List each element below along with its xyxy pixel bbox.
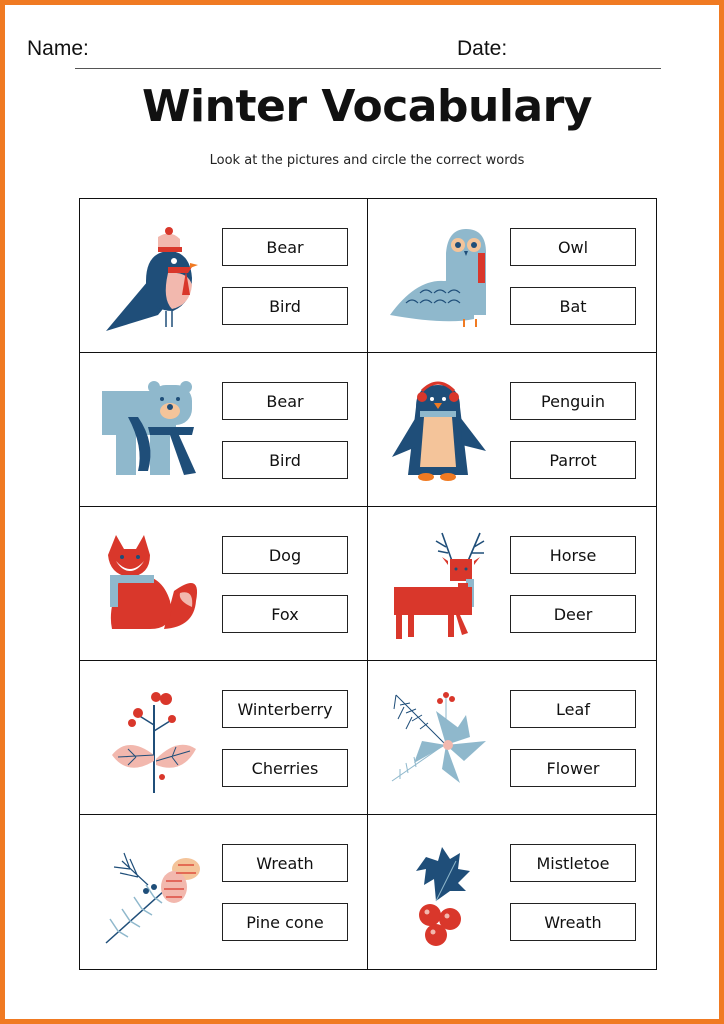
vocab-cell-flower <box>368 661 656 815</box>
date-label: Date: <box>457 37 508 60</box>
deer-picture <box>386 531 496 641</box>
option-fox-button[interactable]: Fox <box>222 595 348 633</box>
option-wreath-button[interactable]: Wreath <box>510 903 636 941</box>
vocab-cell-penguin <box>368 353 656 507</box>
winterberry-picture <box>98 685 208 795</box>
option-wreath-button[interactable]: Wreath <box>222 844 348 882</box>
option-bat-button[interactable]: Bat <box>510 287 636 325</box>
pine-cone-picture <box>98 839 208 949</box>
vocab-cell-fox <box>80 507 368 661</box>
page-title: Winter Vocabulary <box>142 81 592 132</box>
vocab-cell-winterberry <box>80 661 368 815</box>
option-parrot-button[interactable]: Parrot <box>510 441 636 479</box>
option-owl-button[interactable]: Owl <box>510 228 636 266</box>
mistletoe-picture <box>386 839 496 949</box>
fox-picture <box>98 531 208 641</box>
option-mistletoe-button[interactable]: Mistletoe <box>510 844 636 882</box>
option-cherries-button[interactable]: Cherries <box>222 749 348 787</box>
owl-picture <box>386 223 496 333</box>
option-pine-cone-button[interactable]: Pine cone <box>222 903 348 941</box>
bear-picture <box>98 377 208 487</box>
vocab-cell-bear <box>80 353 368 507</box>
vocabulary-grid <box>79 198 657 970</box>
option-dog-button[interactable]: Dog <box>222 536 348 574</box>
name-date-line <box>75 68 661 69</box>
option-bird-button[interactable]: Bird <box>222 287 348 325</box>
vocab-cell-deer <box>368 507 656 661</box>
bird-picture <box>98 223 208 333</box>
option-horse-button[interactable]: Horse <box>510 536 636 574</box>
option-penguin-button[interactable]: Penguin <box>510 382 636 420</box>
option-bear-button[interactable]: Bear <box>222 228 348 266</box>
option-bird-button[interactable]: Bird <box>222 441 348 479</box>
option-leaf-button[interactable]: Leaf <box>510 690 636 728</box>
vocab-cell-owl <box>368 199 656 353</box>
vocab-cell-bird <box>80 199 368 353</box>
option-flower-button[interactable]: Flower <box>510 749 636 787</box>
option-winterberry-button[interactable]: Winterberry <box>222 690 348 728</box>
option-bear-button[interactable]: Bear <box>222 382 348 420</box>
flower-picture <box>386 685 496 795</box>
vocab-cell-mistletoe <box>368 815 656 969</box>
instructions: Look at the pictures and circle the correct words <box>209 153 525 168</box>
name-label: Name: <box>27 37 89 60</box>
vocab-cell-pine-cone <box>80 815 368 969</box>
penguin-picture <box>386 377 496 487</box>
option-deer-button[interactable]: Deer <box>510 595 636 633</box>
